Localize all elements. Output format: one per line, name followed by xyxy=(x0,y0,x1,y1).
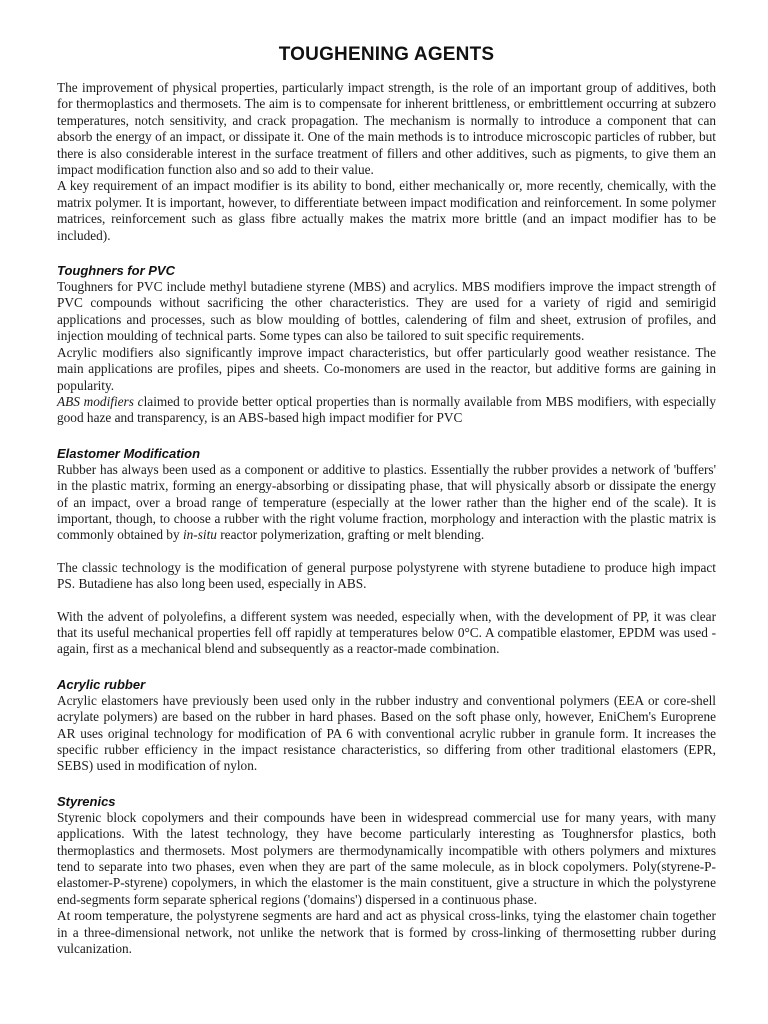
elastomer-paragraph xyxy=(57,462,716,544)
page-title: TOUGHENING AGENTS xyxy=(278,44,495,65)
section-heading-styrenics: Styrenics xyxy=(57,793,116,809)
acrylic-paragraph: Acrylic elastomers have previously been used only in the rubber industry and conventional polymers (EEA or core-shell acrylate polymers) are based on the rubber in hard phases. Based on the soft phase only, however, EniChem's Europrene AR uses original technology for modification of PA 6 with conventional acrylic rubber in granule form. It increases the specific rubber efficiency in the impact resistance characteristics, so differing from other traditional elastomers (EPR, SEBS) used in modification of nylon. xyxy=(57,692,716,774)
section-heading-acrylic: Acrylic rubber xyxy=(57,676,146,692)
styrenics-paragraph: At room temperature, the polystyrene segments are hard and act as physical cross-links, tying the elastomer chain together in a three-dimensional network, not unlike the network that is formed by cross-linking of thermosetting rubber during vulcanization. xyxy=(57,908,716,957)
abs-modifiers-italic: ABS modifiers c xyxy=(57,393,144,409)
styrenics-paragraph: Styrenic block copolymers and their compounds have been in widespread commercial use for many years, with many applications. With the latest technology, they have become particularly interesting as Toughnersfor plastics, both thermoplastics and thermosets. Most polymers are thermodynamically incompatible with others polymers and mixtures tend to separate into two phases, even when they are part of the same molecule, as in block copolymers. Poly(styrene-P-elastomer-P-styrene) copolymers, in which the elastomer is the main constituent, give a structure in which the polystyrene end-segments form separate spherical regions ('domains') dispersed in a continuous phase. xyxy=(57,809,716,907)
elastomer-text: Rubber has always been used as a component or additive to plastics. Essentially the rubber provides a network of 'buffers' in the plastic matrix, forming an energy-absorbing or dissipating phase, that will physically absorb or dissipate the energy of an impact, over a broad range of temperature (especially at the lower rather than the higher end of the scale). It is important, though, to choose a rubber with the right volume fraction, morphology and interaction with the plastic matrix is commonly obtained by xyxy=(57,461,716,543)
elastomer-paragraph: With the advent of polyolefins, a different system was needed, especially when, with the development of PP, it was clear that its useful mechanical properties fell off rapidly at temperatures below 0°C. A compatible elastomer, EPDM was used - again, first as a mechanical blend and subsequently as a reactor-made combination. xyxy=(57,608,716,657)
pvc-paragraph: Acrylic modifiers also significantly improve impact characteristics, but offer particularly good weather resistance. The main applications are profiles, pipes and sheets. Co-monomers are used in the reactor, but additive forms are gaining in popularity. xyxy=(57,344,716,393)
pvc-paragraph xyxy=(57,394,716,427)
section-heading-pvc: Toughners for PVC xyxy=(57,263,175,279)
intro-paragraph: A key requirement of an impact modifier is its ability to bond, either mechanically or, more recently, chemically, with the matrix polymer. It is important, however, to differentiate between impact modification and reinforcement. In some polymer matrices, reinforcement such as glass fibre actually makes the matrix more brittle (and an impact modifier has to be included). xyxy=(57,178,716,243)
elastomer-paragraph: The classic technology is the modification of general purpose polystyrene with styrene butadiene to produce high impact PS. Butadiene has also long been used, especially in ABS. xyxy=(57,559,716,592)
abs-modifiers-text: laimed to provide better optical properties than is normally available from MBS modifiers, with especially good haze and transparency, is an ABS-based high impact modifier for PVC xyxy=(57,393,716,426)
intro-paragraph: The improvement of physical properties, particularly impact strength, is the role of an important group of additives, both for thermoplastics and thermosets. The aim is to compensate for inherent brittleness, or embrittlement occurring at subzero temperatures, notch sensitivity, and crack propagation. The mechanism is normally to introduce a component that can absorb the energy of an impact, or dissipate it. One of the main methods is to introduce microscopic particles of rubber, but there is also considerable interest in the surface treatment of fillers and other additives, such as pigments, to give them an impact modification function also and so add to their value. xyxy=(57,80,716,178)
section-heading-elastomer: Elastomer Modification xyxy=(57,445,201,461)
elastomer-text-end: reactor polymerization, grafting or melt blending. xyxy=(216,527,485,543)
pvc-paragraph: Toughners for PVC include methyl butadiene styrene (MBS) and acrylics. MBS modifiers improve the impact strength of PVC compounds without sacrificing the other characteristics. They are used for a variety of rigid and semirigid applications and processes, such as blow moulding of bottles, calendering of film and sheet, extrusion of profiles, and injection moulding of technical parts. Some types can also be tailored to suit specific requirements. xyxy=(57,279,716,344)
in-situ-italic: in-situ xyxy=(182,527,217,543)
